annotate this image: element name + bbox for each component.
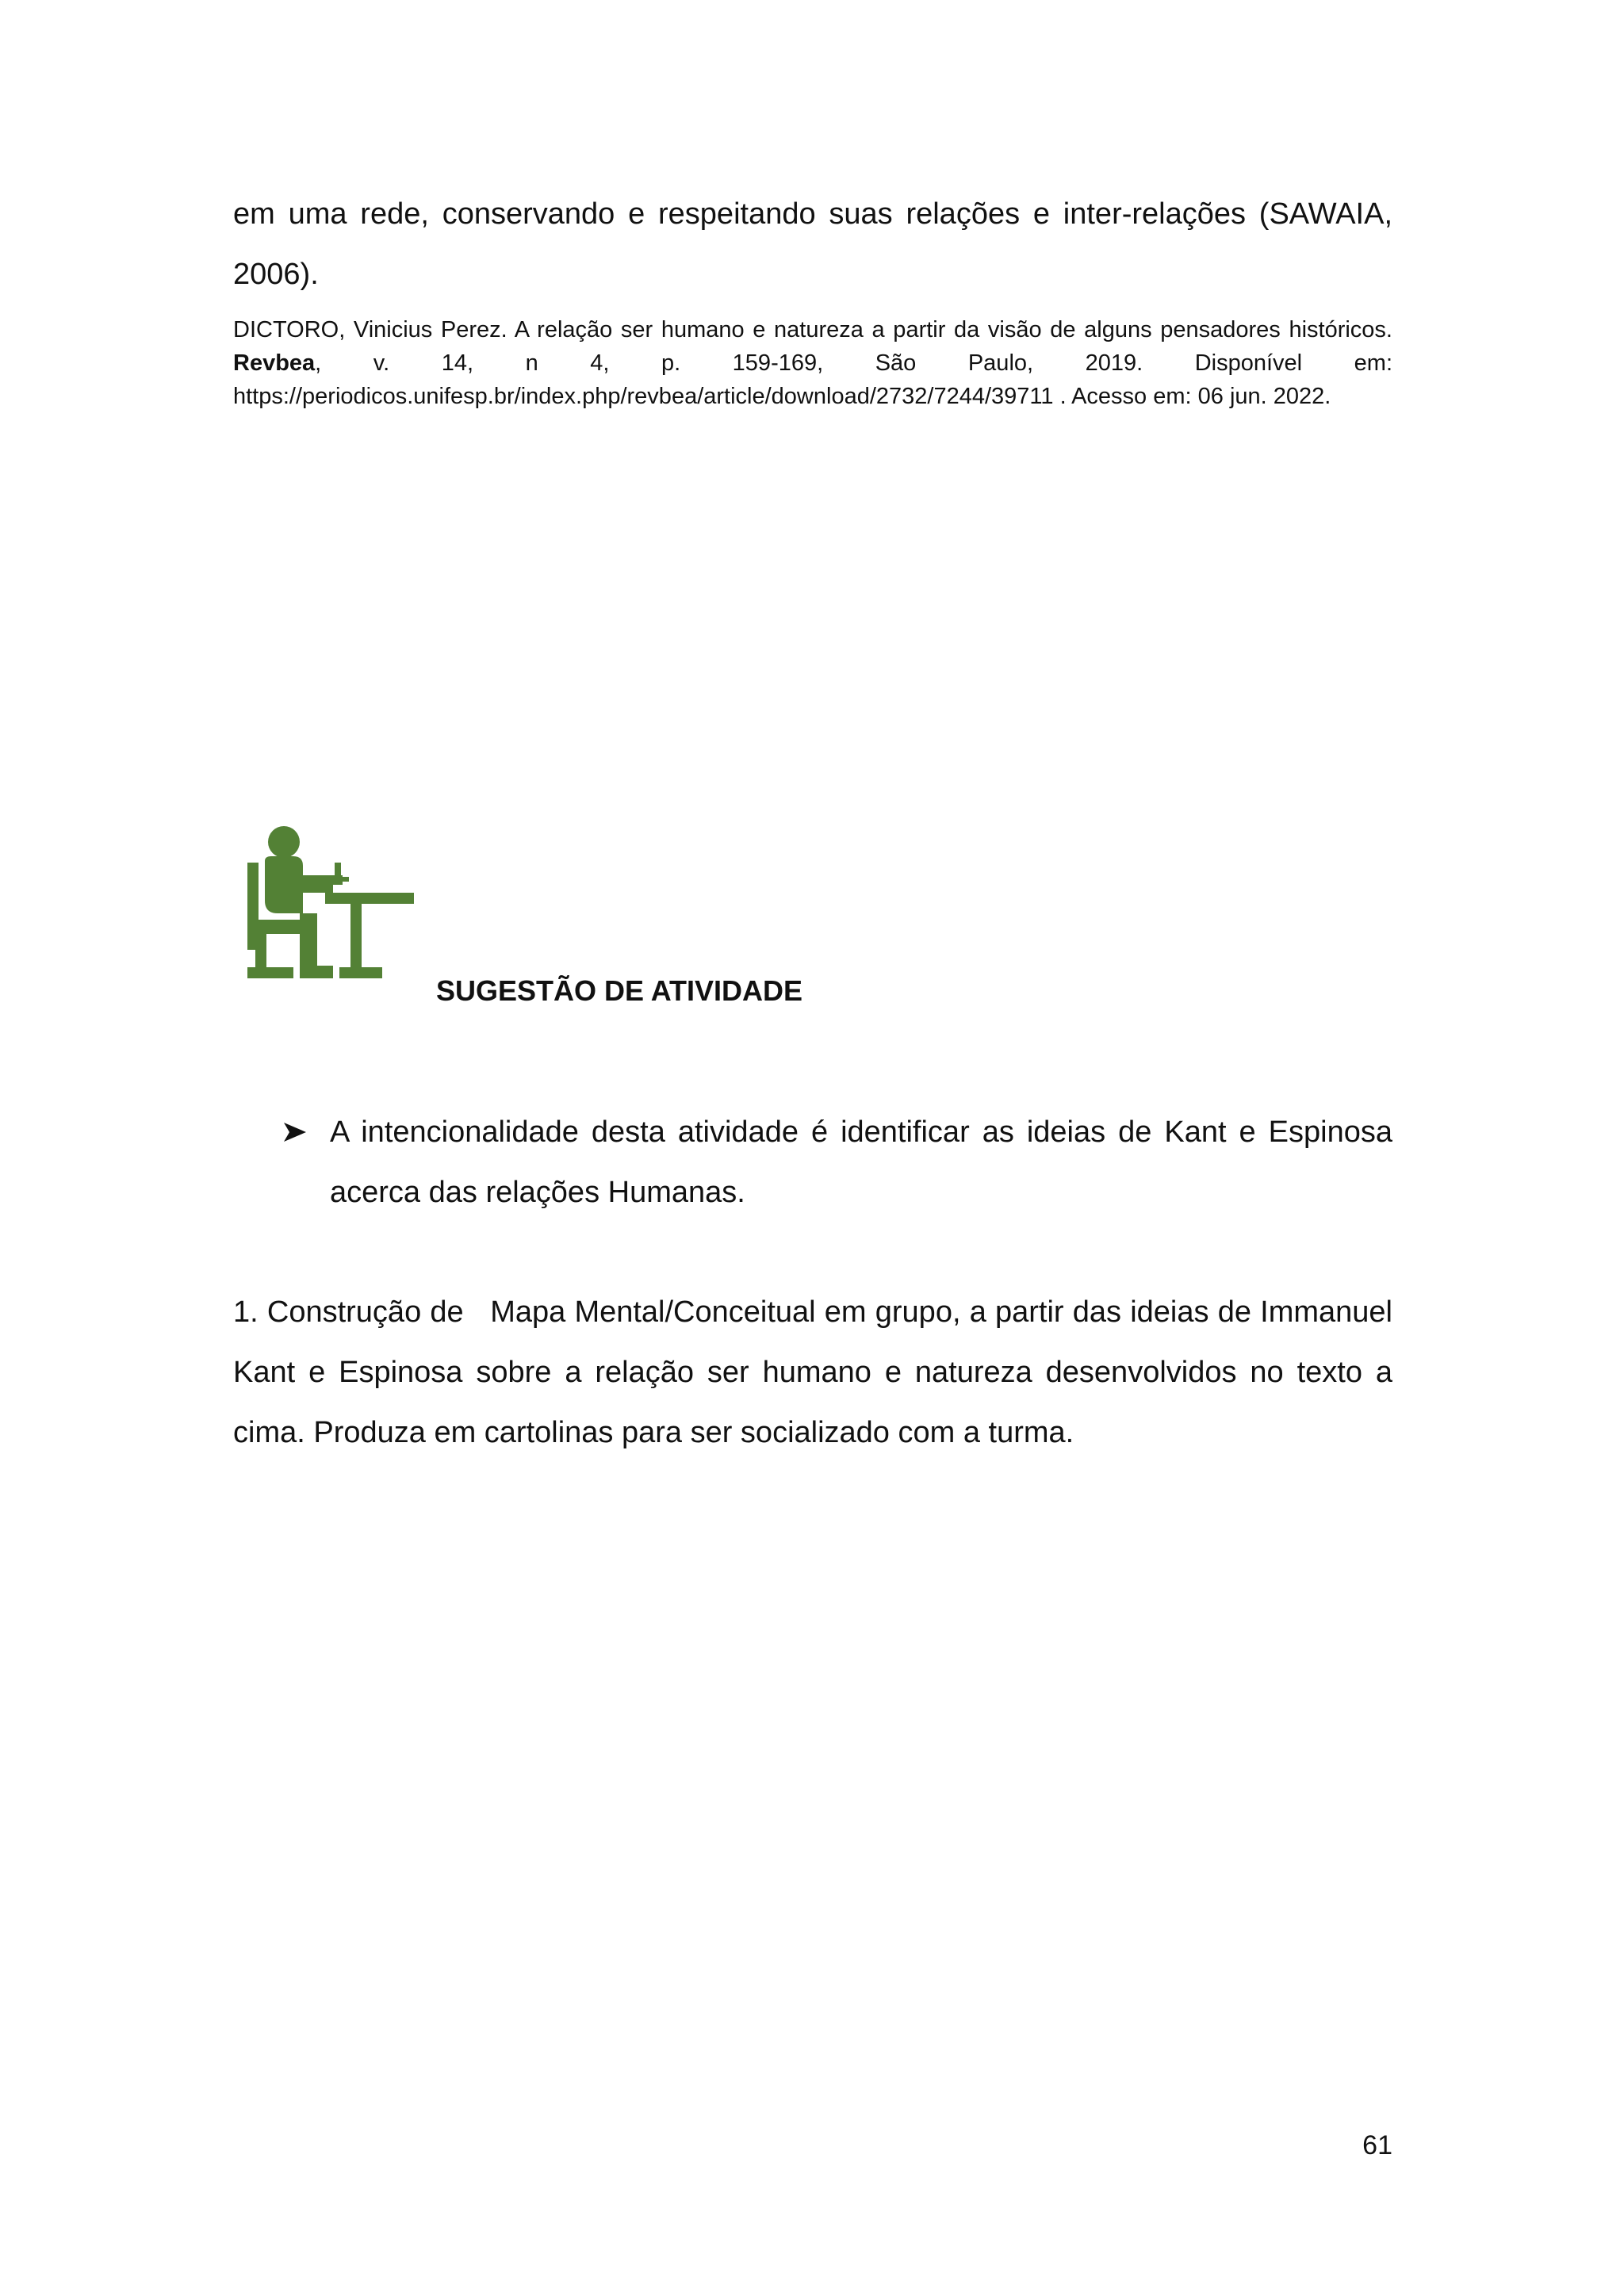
reference-details: , v. 14, n 4, p. 159-169, São Paulo, 2019. Disponível em: https://periodicos.unifesp.br/index.php/revbea/article/download/2732/7244/39711 . Acesso em: 06 jun. 2022. <box>233 350 1392 409</box>
activity-bullet-text: A intencionalidade desta atividade é identificar as ideias de Kant e Espinosa acerca das relações Humanas. <box>330 1115 1392 1209</box>
body-paragraph-top: em uma rede, conservando e respeitando suas relações e inter-relações (SAWAIA, 2006). <box>233 197 1392 291</box>
person-at-desk-icon <box>247 825 414 978</box>
arrow-bullet-icon <box>282 1102 309 1162</box>
page-number: 61 <box>1362 2130 1392 2160</box>
reference-author-title: DICTORO, Vinicius Perez. A relação ser humano e natureza a partir da visão de alguns pensadores históricos. <box>233 317 1392 342</box>
activity-instruction: 1. Construção de Mapa Mental/Conceitual em grupo, a partir das ideias de Immanuel Kant e Espinosa sobre a relação ser humano e natureza desenvolvidos no texto a cima. Produza em cartolinas para ser socializado com a turma. <box>233 1295 1401 1449</box>
reference-citation <box>233 313 1392 413</box>
reference-journal: Revbea <box>233 350 316 376</box>
activity-title: SUGESTÃO DE ATIVIDADE <box>436 974 803 1007</box>
